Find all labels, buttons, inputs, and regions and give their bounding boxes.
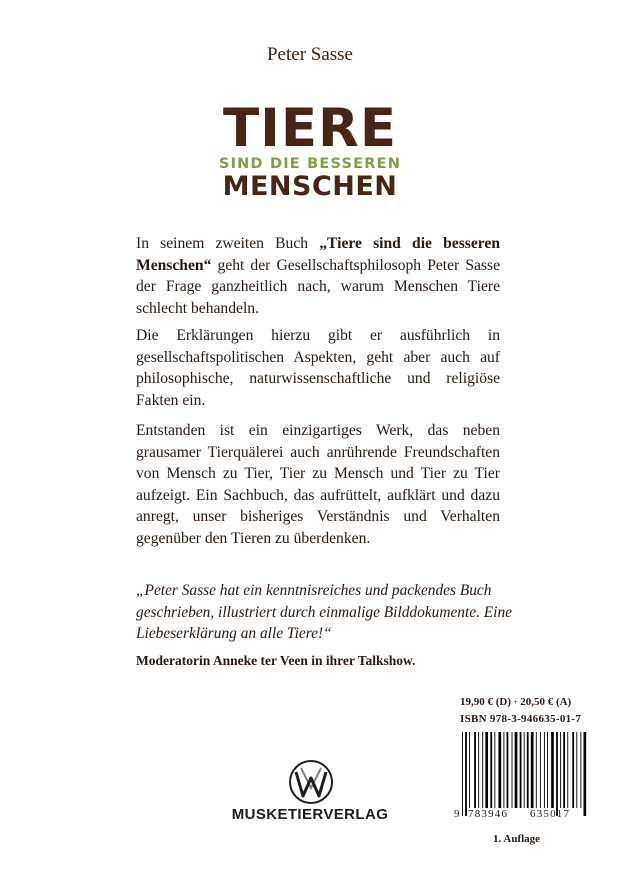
barcode-bar	[551, 732, 554, 808]
book-title	[0, 98, 620, 202]
barcode-bar	[556, 732, 558, 816]
barcode-bar	[478, 732, 479, 808]
description-paragraph-3: Entstanden ist ein einzigartiges Werk, das neben grausamer Tierquälerei auch anrührende Freundschaften von Mensch zu Tier, Tier zu Mensch und Tier zu Tier aufzeigt. Ein Sachbuch, das aufrüttelt, aufklärt und dazu anregt, unser bisheriges Verständnis und Verhalten gegenüber den Tieren zu überdenken.	[136, 422, 500, 547]
barcode-bar	[527, 732, 529, 808]
barcode-bar	[490, 732, 492, 808]
author-name: Peter Sasse	[266, 44, 353, 65]
barcode-bar	[515, 732, 518, 808]
barcode-bar	[544, 732, 545, 808]
publisher-name-left: MUSKETIER	[231, 806, 324, 823]
barcode-bar	[524, 732, 525, 808]
barcode-digits-right: 635017	[530, 808, 571, 820]
publisher-name-right: VERLAG	[323, 806, 389, 823]
title-bottom: MENSCHEN	[222, 171, 398, 202]
barcode-bar	[482, 732, 483, 808]
publisher-name	[0, 806, 620, 823]
paragraph-1-book-title: „Tiere sind die besseren Menschen“	[136, 235, 500, 274]
paragraph-1-intro: In seinem zweiten Buch	[136, 235, 320, 252]
barcode-bar	[584, 732, 587, 816]
barcode-bar	[563, 732, 565, 808]
barcode-bar	[503, 732, 504, 808]
barcode-bar	[547, 732, 548, 808]
barcode-digits-left: 783946	[468, 808, 509, 820]
barcode-bar	[572, 732, 574, 808]
barcode-bar	[576, 732, 577, 808]
barcode-bar	[560, 732, 561, 808]
quote-source: Moderatorin Anneke ter Veen in ihrer Talkshow.	[136, 653, 416, 668]
paragraph-1-rest: geht der Gesellschaftsphilosoph Peter Sasse der Frage ganzheitlich nach, warum Menschen Tiere schlecht behandeln.	[136, 256, 500, 317]
barcode-digit-first: 9	[454, 808, 461, 820]
title-main: TIERE	[222, 98, 398, 159]
barcode-bar	[507, 732, 509, 808]
barcode-bar	[536, 732, 537, 808]
barcode-bar	[469, 732, 470, 808]
barcode-bar	[494, 732, 495, 808]
price: 19,90 € (D) · 20,50 € (A)	[460, 696, 572, 708]
description-paragraph-2: Die Erklärungen hierzu gibt er ausführlich in gesellschaftspolitischen Aspekten, geht aber auch auf philosophische, naturwissenschaftliche und religiöse Fakten ein.	[136, 327, 500, 409]
barcode-bar	[520, 732, 522, 808]
barcode-bar	[567, 732, 568, 808]
barcode-bar	[540, 732, 541, 808]
barcode-bar	[512, 732, 513, 808]
barcode-bar	[465, 732, 467, 816]
barcode-bar	[580, 732, 581, 808]
isbn: ISBN 978-3-946635-01-7	[460, 713, 582, 725]
barcode-bar	[485, 732, 488, 808]
review-quote: „Peter Sasse hat ein kenntnisreiches und packendes Buch geschrieben, illustriert durch einmalige Bilddokumente. Eine Liebeserklärung an alle Tiere!“	[136, 582, 512, 642]
barcode-bar	[498, 732, 501, 808]
description-paragraph-1	[136, 233, 500, 319]
publisher-logo	[287, 758, 335, 806]
title-subtitle: SIND DIE BESSEREN	[218, 156, 402, 172]
edition: 1. Auflage	[493, 833, 541, 845]
barcode-bar	[462, 732, 463, 816]
barcode-bar	[531, 732, 534, 808]
barcode-bar	[474, 732, 476, 808]
